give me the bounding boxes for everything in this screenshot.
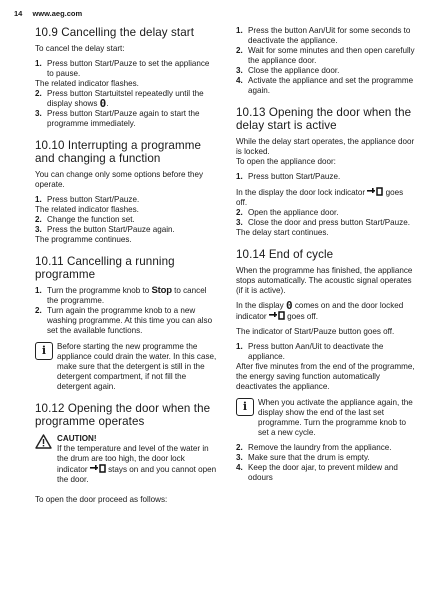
door-lock-icon	[90, 464, 106, 473]
note-text: When you activate the appliance again, the display show the end of the last set programme. Turn the programme knob to set a new cycle.	[258, 398, 413, 437]
step-number: 2.	[236, 46, 243, 55]
section-title: 10.9 Cancelling the delay start	[35, 26, 195, 39]
info-icon: i	[35, 342, 53, 360]
section-10-11	[35, 255, 217, 392]
section-title: 10.14 End of cycle	[236, 248, 334, 261]
step-text: Change the function set.	[47, 215, 135, 224]
step	[236, 172, 416, 182]
step-text: Press the button Start/Pauze again.	[47, 225, 175, 234]
note-text: Before starting the new programme the appliance could drain the water. In this case, make sure that the detergent is still in the detergent compartment, if not fill the detergent again.	[57, 342, 217, 391]
step	[35, 109, 217, 129]
info-note	[35, 342, 217, 392]
step-number: 3.	[236, 218, 243, 227]
paragraph: The related indicator flashes.	[35, 79, 139, 88]
step-text: Press button Start/Pauze again to start the programme immediately.	[47, 109, 200, 128]
step-number: 1.	[35, 59, 42, 68]
paragraph: You can change only some options before they operate.	[35, 170, 203, 189]
step-number: 3.	[236, 453, 243, 462]
left-column	[35, 26, 217, 505]
caution-title: CAUTION!	[57, 434, 97, 443]
step-number: 2.	[236, 208, 243, 217]
paragraph: To open the door proceed as follows:	[35, 495, 168, 504]
step-text-part: Turn the programme knob to	[47, 286, 150, 295]
step-text: Wait for some minutes and then open carefully the appliance door.	[248, 46, 415, 65]
step-number: 1.	[236, 342, 243, 351]
step-text: Press the button Aan/Uit for some seconds to deactivate the appliance.	[248, 26, 411, 45]
step	[35, 306, 217, 336]
warning-triangle-icon	[35, 434, 52, 449]
caution-note	[35, 434, 217, 485]
step-number: 3.	[35, 109, 42, 118]
section-10-12	[35, 402, 217, 505]
step-text	[47, 89, 217, 109]
display-digit: 0	[285, 299, 293, 312]
step-text: Keep the door ajar, to prevent mildew and odours	[248, 463, 398, 482]
step-number: 1.	[236, 172, 243, 181]
step-text: Make sure that the drum is empty.	[248, 453, 370, 462]
section-title: 10.10 Interrupting a programme and changing a function	[35, 139, 202, 165]
step	[35, 195, 217, 205]
step-text: Close the appliance door.	[248, 66, 340, 75]
step	[236, 463, 416, 483]
step	[35, 89, 217, 109]
paragraph: When the programme has finished, the appliance stops automatically. The acoustic signal operates (if it is active).	[236, 266, 413, 295]
section-10-9	[35, 26, 217, 129]
section-title: 10.12 Opening the door when the programme operates	[35, 402, 211, 428]
step-number: 3.	[236, 66, 243, 75]
step-text: Turn again the programme knob to a new washing programme. At this time you can also set the available functions.	[47, 306, 213, 335]
step-number: 4.	[236, 463, 243, 472]
paragraph: After five minutes from the end of the programme, the energy saving function automatically deactivates the appliance.	[236, 362, 415, 391]
step-text: Press button Aan/Uit to deactivate the appliance.	[248, 342, 384, 361]
page-number: 14	[14, 9, 23, 18]
step-text: Press button Start/Pauze to set the appliance to pause.	[47, 59, 210, 78]
site-url: www.aeg.com	[32, 9, 83, 18]
step	[236, 342, 416, 362]
section-title: 10.11 Cancelling a running programme	[35, 255, 175, 281]
step-text: Activate the appliance and set the programme again.	[248, 76, 414, 95]
step	[236, 46, 416, 66]
step-number: 1.	[236, 26, 243, 35]
step	[236, 66, 416, 76]
paragraph: The indicator of Start/Pauze button goes off.	[236, 327, 395, 336]
step	[35, 59, 217, 79]
step	[236, 26, 416, 46]
step-number: 4.	[236, 76, 243, 85]
section-10-12-continued	[236, 26, 416, 96]
step	[35, 215, 217, 225]
step-number: 1.	[35, 286, 42, 295]
right-column	[236, 26, 416, 483]
step	[236, 208, 416, 218]
section-10-13	[236, 106, 416, 238]
paragraph: The related indicator flashes.	[35, 205, 139, 214]
info-note	[236, 398, 416, 438]
step	[35, 286, 217, 306]
page-header	[14, 9, 82, 18]
caution-text: If the temperature and level of the water in the drum are too high, the door lock indicator	[57, 444, 209, 474]
step-text: Open the appliance door.	[248, 208, 339, 217]
step-text	[47, 286, 217, 306]
step-text: Remove the laundry from the appliance.	[248, 443, 392, 452]
step-text: Press button Start/Pauze.	[47, 195, 140, 204]
step	[236, 443, 416, 453]
step-number: 2.	[35, 215, 42, 224]
paragraph: The delay start continues.	[236, 228, 329, 237]
section-10-10	[35, 139, 217, 245]
paragraph-part: goes off.	[287, 312, 318, 321]
door-lock-icon	[269, 311, 285, 320]
step-text: Press button Start/Pauze.	[248, 172, 341, 181]
section-title: 10.13 Opening the door when the delay start is active	[236, 106, 412, 132]
step-text-part: Press button Startuitstel repeatedly until the display shows	[47, 89, 204, 108]
paragraph	[236, 301, 416, 322]
step	[236, 218, 416, 228]
section-10-14	[236, 248, 416, 483]
door-lock-icon	[367, 187, 383, 196]
paragraph-part: In the display the door lock indicator	[236, 188, 366, 197]
step-number: 2.	[236, 443, 243, 452]
step-text-part: .	[106, 99, 109, 108]
caution-text: stays on and you cannot open the door.	[57, 465, 217, 484]
stop-label: Stop	[151, 285, 172, 296]
paragraph-part: In the display	[236, 301, 284, 310]
paragraph	[236, 187, 416, 208]
info-icon: i	[236, 398, 254, 416]
step-number: 2.	[35, 89, 42, 98]
step	[35, 225, 217, 235]
step-text-part: to cancel the programme.	[47, 286, 207, 305]
step-text: Close the door and press button Start/Pauze.	[248, 218, 410, 227]
paragraph: To open the appliance door:	[236, 157, 336, 166]
paragraph-part: goes off.	[236, 188, 404, 207]
step	[236, 453, 416, 463]
step-number: 2.	[35, 306, 42, 315]
paragraph: To cancel the delay start:	[35, 44, 125, 53]
step-number: 3.	[35, 225, 42, 234]
step	[236, 76, 416, 96]
display-digit: 0	[99, 97, 107, 110]
paragraph: While the delay start operates, the appliance door is locked.	[236, 137, 415, 156]
paragraph-part: comes on and the door locked indicator	[236, 301, 404, 321]
paragraph: The programme continues.	[35, 235, 132, 244]
step-number: 1.	[35, 195, 42, 204]
